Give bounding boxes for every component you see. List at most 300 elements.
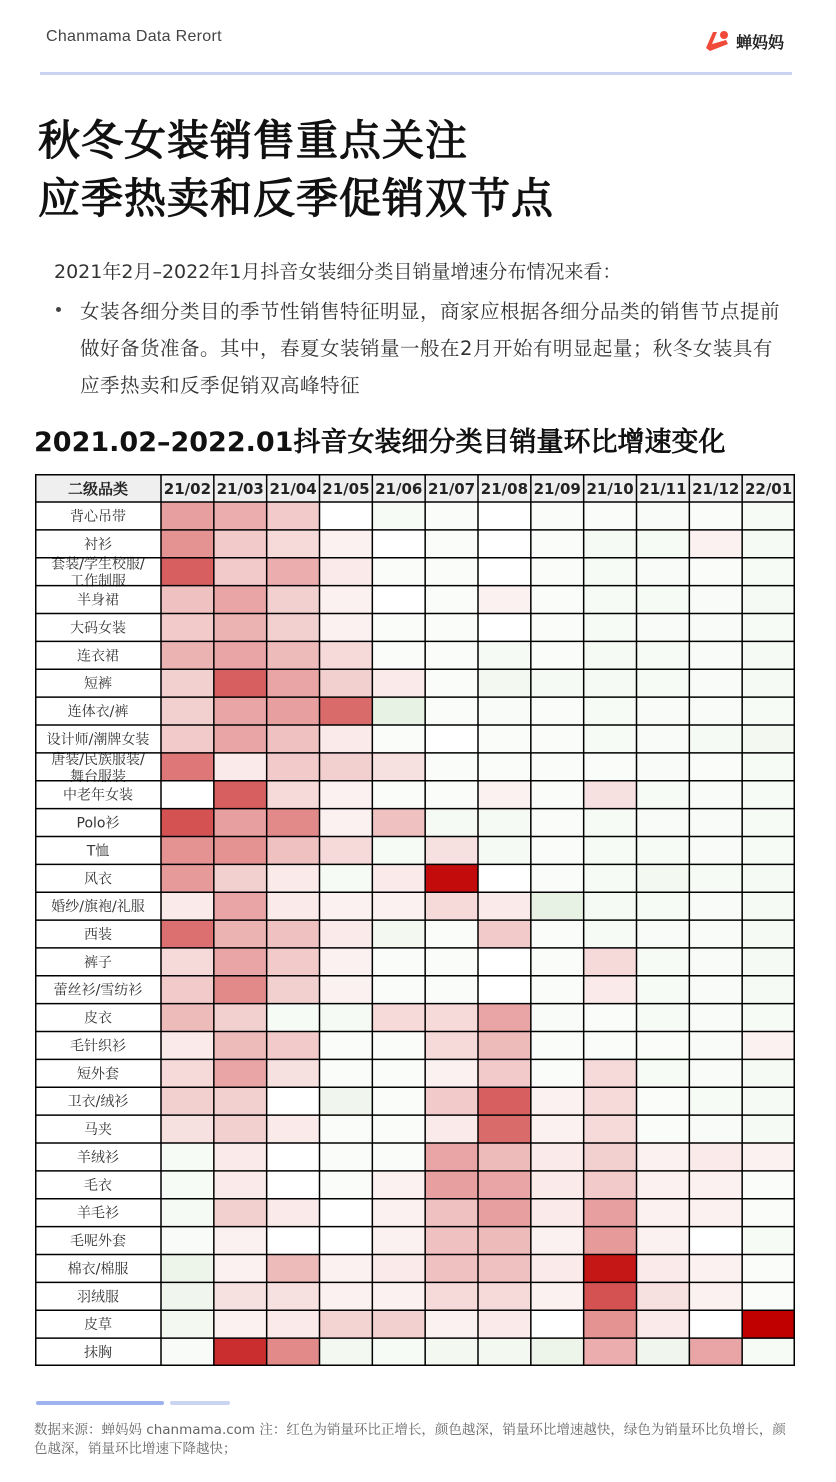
heat-cell-5-3 <box>320 641 373 669</box>
heat-cell-30-7 <box>531 1338 584 1366</box>
footer-accent-bar <box>36 1401 164 1405</box>
heat-cell-14-5 <box>425 892 478 920</box>
heat-cell-7-8 <box>584 697 637 725</box>
heat-cell-6-10 <box>689 669 742 697</box>
heat-cell-26-11 <box>742 1227 795 1255</box>
heat-cell-27-11 <box>742 1255 795 1283</box>
heat-cell-22-8 <box>584 1115 637 1143</box>
heat-cell-21-9 <box>637 1087 690 1115</box>
heat-cell-4-9 <box>637 613 690 641</box>
heat-cell-15-5 <box>425 920 478 948</box>
heat-cell-23-9 <box>637 1143 690 1171</box>
heat-cell-29-4 <box>372 1310 425 1338</box>
heat-cell-7-7 <box>531 697 584 725</box>
heat-cell-14-6 <box>478 892 531 920</box>
heat-cell-10-8 <box>584 781 637 809</box>
heat-cell-24-2 <box>267 1171 320 1199</box>
heat-cell-18-9 <box>637 1004 690 1032</box>
heat-cell-20-4 <box>372 1059 425 1087</box>
heat-cell-24-5 <box>425 1171 478 1199</box>
heat-cell-27-6 <box>478 1255 531 1283</box>
row-label-1: 衬衫 <box>84 536 112 553</box>
heat-cell-28-7 <box>531 1282 584 1310</box>
heat-cell-0-5 <box>425 502 478 530</box>
heat-cell-27-8 <box>584 1255 637 1283</box>
heat-cell-21-8 <box>584 1087 637 1115</box>
heat-cell-24-1 <box>214 1171 267 1199</box>
row-label-30: 抹胸 <box>84 1345 112 1362</box>
heat-cell-28-4 <box>372 1282 425 1310</box>
heat-cell-5-7 <box>531 641 584 669</box>
heat-cell-2-3 <box>320 558 373 586</box>
footer-accent-bar-light <box>170 1401 230 1405</box>
heat-cell-4-11 <box>742 613 795 641</box>
heat-cell-29-0 <box>161 1310 214 1338</box>
heat-cell-23-1 <box>214 1143 267 1171</box>
heat-cell-16-10 <box>689 948 742 976</box>
heat-cell-28-10 <box>689 1282 742 1310</box>
heat-cell-7-5 <box>425 697 478 725</box>
heat-cell-9-5 <box>425 753 478 781</box>
heat-cell-0-1 <box>214 502 267 530</box>
heat-cell-18-0 <box>161 1004 214 1032</box>
heat-cell-20-6 <box>478 1059 531 1087</box>
heat-cell-1-7 <box>531 530 584 558</box>
heat-cell-16-8 <box>584 948 637 976</box>
heat-cell-13-6 <box>478 864 531 892</box>
heat-cell-8-1 <box>214 725 267 753</box>
heat-cell-19-2 <box>267 1032 320 1060</box>
heat-cell-29-9 <box>637 1310 690 1338</box>
heat-cell-15-10 <box>689 920 742 948</box>
heat-cell-27-10 <box>689 1255 742 1283</box>
heat-cell-3-4 <box>372 586 425 614</box>
column-header-2: 21/04 <box>269 480 317 498</box>
heat-cell-21-7 <box>531 1087 584 1115</box>
heat-cell-21-10 <box>689 1087 742 1115</box>
heat-cell-29-7 <box>531 1310 584 1338</box>
heat-cell-26-10 <box>689 1227 742 1255</box>
heat-cell-22-11 <box>742 1115 795 1143</box>
heat-cell-6-7 <box>531 669 584 697</box>
heat-cell-18-1 <box>214 1004 267 1032</box>
heat-cell-23-2 <box>267 1143 320 1171</box>
heat-cell-13-8 <box>584 864 637 892</box>
heat-cell-25-8 <box>584 1199 637 1227</box>
heat-cell-18-3 <box>320 1004 373 1032</box>
heat-cell-30-0 <box>161 1338 214 1366</box>
heat-cell-9-7 <box>531 753 584 781</box>
heat-cell-24-3 <box>320 1171 373 1199</box>
heat-cell-23-11 <box>742 1143 795 1171</box>
heat-cell-16-6 <box>478 948 531 976</box>
heat-cell-26-0 <box>161 1227 214 1255</box>
row-label-18: 皮衣 <box>84 1010 112 1027</box>
heat-cell-16-0 <box>161 948 214 976</box>
heat-cell-30-9 <box>637 1338 690 1366</box>
heat-cell-19-7 <box>531 1032 584 1060</box>
heat-cell-3-0 <box>161 586 214 614</box>
heat-cell-11-7 <box>531 809 584 837</box>
heat-cell-8-7 <box>531 725 584 753</box>
heat-cell-26-5 <box>425 1227 478 1255</box>
row-header-label: 二级品类 <box>67 480 129 498</box>
heat-cell-15-1 <box>214 920 267 948</box>
heat-cell-4-0 <box>161 613 214 641</box>
heat-cell-17-6 <box>478 976 531 1004</box>
heat-cell-4-4 <box>372 613 425 641</box>
column-header-10: 21/12 <box>692 480 740 498</box>
heat-cell-19-10 <box>689 1032 742 1060</box>
heat-cell-5-0 <box>161 641 214 669</box>
heat-cell-6-3 <box>320 669 373 697</box>
heat-cell-6-6 <box>478 669 531 697</box>
heat-cell-15-7 <box>531 920 584 948</box>
heat-cell-30-11 <box>742 1338 795 1366</box>
heat-cell-21-5 <box>425 1087 478 1115</box>
heat-cell-24-6 <box>478 1171 531 1199</box>
heat-cell-2-0 <box>161 558 214 586</box>
heat-cell-7-4 <box>372 697 425 725</box>
heat-cell-16-3 <box>320 948 373 976</box>
heat-cell-28-6 <box>478 1282 531 1310</box>
heat-cell-22-7 <box>531 1115 584 1143</box>
row-label-17: 蕾丝衫/雪纺衫 <box>53 982 143 999</box>
heat-cell-11-0 <box>161 809 214 837</box>
heat-cell-15-11 <box>742 920 795 948</box>
heat-cell-7-11 <box>742 697 795 725</box>
row-label-27: 棉衣/棉服 <box>67 1261 129 1278</box>
heat-cell-0-6 <box>478 502 531 530</box>
heat-cell-13-3 <box>320 864 373 892</box>
heat-cell-5-5 <box>425 641 478 669</box>
heat-cell-11-10 <box>689 809 742 837</box>
row-label-21: 卫衣/绒衫 <box>67 1094 129 1111</box>
row-label-6: 短裤 <box>84 676 112 693</box>
heat-cell-28-0 <box>161 1282 214 1310</box>
heat-cell-27-0 <box>161 1255 214 1283</box>
heat-cell-17-9 <box>637 976 690 1004</box>
heat-cell-1-4 <box>372 530 425 558</box>
heat-cell-18-4 <box>372 1004 425 1032</box>
heat-cell-4-7 <box>531 613 584 641</box>
heat-cell-9-0 <box>161 753 214 781</box>
chanmama-logo <box>702 26 784 56</box>
column-header-4: 21/06 <box>375 480 423 498</box>
heat-cell-22-2 <box>267 1115 320 1143</box>
heat-cell-19-1 <box>214 1032 267 1060</box>
heat-cell-28-9 <box>637 1282 690 1310</box>
row-label-2-line-0: 套装/学生校服/ <box>51 556 145 573</box>
heat-cell-17-0 <box>161 976 214 1004</box>
heat-cell-2-4 <box>372 558 425 586</box>
heat-cell-28-1 <box>214 1282 267 1310</box>
heat-cell-1-6 <box>478 530 531 558</box>
heat-cell-13-5 <box>425 864 478 892</box>
heat-cell-9-1 <box>214 753 267 781</box>
heat-cell-6-1 <box>214 669 267 697</box>
bullet-dot-icon <box>56 307 61 312</box>
heat-cell-10-5 <box>425 781 478 809</box>
heat-cell-25-1 <box>214 1199 267 1227</box>
heat-cell-21-6 <box>478 1087 531 1115</box>
row-label-23: 羊绒衫 <box>77 1149 119 1166</box>
title-line-2: 应季热卖和反季促销双节点 <box>38 174 555 223</box>
heat-cell-0-10 <box>689 502 742 530</box>
heat-cell-3-9 <box>637 586 690 614</box>
column-header-11: 22/01 <box>744 480 793 498</box>
row-label-25: 羊毛衫 <box>77 1205 119 1222</box>
heat-cell-2-1 <box>214 558 267 586</box>
row-label-11: Polo衫 <box>76 815 120 832</box>
heat-cell-17-8 <box>584 976 637 1004</box>
heat-cell-24-0 <box>161 1171 214 1199</box>
heat-cell-9-3 <box>320 753 373 781</box>
heat-cell-1-9 <box>637 530 690 558</box>
heat-cell-27-1 <box>214 1255 267 1283</box>
heat-cell-9-6 <box>478 753 531 781</box>
heat-cell-13-2 <box>267 864 320 892</box>
heat-cell-29-1 <box>214 1310 267 1338</box>
heat-cell-8-10 <box>689 725 742 753</box>
heat-cell-16-5 <box>425 948 478 976</box>
heat-cell-23-6 <box>478 1143 531 1171</box>
heat-cell-12-4 <box>372 836 425 864</box>
row-label-8: 设计师/潮牌女装 <box>46 731 150 748</box>
column-header-6: 21/08 <box>480 480 529 498</box>
heat-cell-16-1 <box>214 948 267 976</box>
heat-cell-30-5 <box>425 1338 478 1366</box>
header-divider <box>40 72 792 75</box>
heat-cell-30-2 <box>267 1338 320 1366</box>
heat-cell-0-3 <box>320 502 373 530</box>
heat-cell-6-9 <box>637 669 690 697</box>
heat-cell-29-5 <box>425 1310 478 1338</box>
heat-cell-6-8 <box>584 669 637 697</box>
row-label-12: T恤 <box>86 843 110 860</box>
heat-cell-30-10 <box>689 1338 742 1366</box>
heat-cell-16-7 <box>531 948 584 976</box>
column-header-8: 21/10 <box>586 480 634 498</box>
heat-cell-25-6 <box>478 1199 531 1227</box>
heat-cell-9-2 <box>267 753 320 781</box>
report-brand: Chanmama Data Rerort <box>46 28 222 45</box>
heat-cell-29-3 <box>320 1310 373 1338</box>
heat-cell-30-4 <box>372 1338 425 1366</box>
heat-cell-24-10 <box>689 1171 742 1199</box>
heat-cell-24-11 <box>742 1171 795 1199</box>
heat-cell-4-3 <box>320 613 373 641</box>
heat-cell-3-1 <box>214 586 267 614</box>
heat-cell-9-4 <box>372 753 425 781</box>
heat-cell-22-10 <box>689 1115 742 1143</box>
heat-cell-0-9 <box>637 502 690 530</box>
heat-cell-27-3 <box>320 1255 373 1283</box>
heat-cell-25-2 <box>267 1199 320 1227</box>
heat-cell-28-2 <box>267 1282 320 1310</box>
heat-cell-11-5 <box>425 809 478 837</box>
heat-cell-18-5 <box>425 1004 478 1032</box>
row-label-16: 裤子 <box>84 954 112 971</box>
heat-cell-24-7 <box>531 1171 584 1199</box>
heat-cell-12-0 <box>161 836 214 864</box>
heat-cell-30-8 <box>584 1338 637 1366</box>
heat-cell-8-5 <box>425 725 478 753</box>
column-header-1: 21/03 <box>216 480 264 498</box>
chart-title: 2021.02–2022.01抖音女装细分类目销量环比增速变化 <box>34 427 726 458</box>
heat-cell-17-7 <box>531 976 584 1004</box>
heat-cell-27-5 <box>425 1255 478 1283</box>
column-header-9: 21/11 <box>639 480 687 498</box>
heat-cell-16-11 <box>742 948 795 976</box>
row-label-19: 毛针织衫 <box>70 1038 126 1055</box>
heat-cell-20-1 <box>214 1059 267 1087</box>
heat-cell-11-1 <box>214 809 267 837</box>
heat-cell-26-6 <box>478 1227 531 1255</box>
row-label-9-line-0: 唐装/民族服装/ <box>51 751 145 768</box>
heat-cell-21-0 <box>161 1087 214 1115</box>
column-header-7: 21/09 <box>533 480 581 498</box>
heat-cell-26-7 <box>531 1227 584 1255</box>
heat-cell-2-2 <box>267 558 320 586</box>
heat-cell-25-3 <box>320 1199 373 1227</box>
heat-cell-25-0 <box>161 1199 214 1227</box>
heat-cell-2-6 <box>478 558 531 586</box>
heat-cell-18-6 <box>478 1004 531 1032</box>
heatmap-chart <box>35 474 795 1366</box>
heat-cell-19-0 <box>161 1032 214 1060</box>
heat-cell-4-2 <box>267 613 320 641</box>
heat-cell-17-3 <box>320 976 373 1004</box>
heat-cell-26-8 <box>584 1227 637 1255</box>
row-label-24: 毛衣 <box>84 1177 112 1194</box>
heat-cell-1-11 <box>742 530 795 558</box>
heat-cell-7-2 <box>267 697 320 725</box>
row-label-0: 背心吊带 <box>70 508 126 525</box>
heat-cell-20-2 <box>267 1059 320 1087</box>
heat-cell-15-4 <box>372 920 425 948</box>
heat-cell-12-2 <box>267 836 320 864</box>
heat-cell-2-7 <box>531 558 584 586</box>
heat-cell-3-3 <box>320 586 373 614</box>
heat-cell-9-8 <box>584 753 637 781</box>
heat-cell-21-1 <box>214 1087 267 1115</box>
heat-cell-0-2 <box>267 502 320 530</box>
heat-cell-22-1 <box>214 1115 267 1143</box>
heat-cell-7-6 <box>478 697 531 725</box>
row-label-14: 婚纱/旗袍/礼服 <box>51 899 145 916</box>
footer-note: 数据来源：蝉妈妈 chanmama.com 注：红色为销量环比正增长，颜色越深，销量环比增速越快，绿色为销量环比负增长，颜色越深，销量环比增速下降越快； <box>34 1422 786 1457</box>
heat-cell-6-4 <box>372 669 425 697</box>
heat-cell-25-10 <box>689 1199 742 1227</box>
heat-cell-14-7 <box>531 892 584 920</box>
heat-cell-30-1 <box>214 1338 267 1366</box>
heat-cell-5-1 <box>214 641 267 669</box>
heat-cell-18-2 <box>267 1004 320 1032</box>
heat-cell-20-3 <box>320 1059 373 1087</box>
heat-cell-2-11 <box>742 558 795 586</box>
heat-cell-12-1 <box>214 836 267 864</box>
heat-cell-26-1 <box>214 1227 267 1255</box>
heat-cell-8-3 <box>320 725 373 753</box>
heat-cell-22-3 <box>320 1115 373 1143</box>
heat-cell-23-0 <box>161 1143 214 1171</box>
heat-cell-22-4 <box>372 1115 425 1143</box>
heat-cell-19-4 <box>372 1032 425 1060</box>
heat-cell-6-11 <box>742 669 795 697</box>
heat-cell-0-11 <box>742 502 795 530</box>
heat-cell-8-11 <box>742 725 795 753</box>
heat-cell-5-10 <box>689 641 742 669</box>
heat-cell-29-10 <box>689 1310 742 1338</box>
heat-cell-15-8 <box>584 920 637 948</box>
heat-cell-6-0 <box>161 669 214 697</box>
heat-cell-15-6 <box>478 920 531 948</box>
heat-cell-30-3 <box>320 1338 373 1366</box>
heat-cell-19-6 <box>478 1032 531 1060</box>
row-label-26: 毛呢外套 <box>70 1233 126 1250</box>
heat-cell-10-3 <box>320 781 373 809</box>
row-label-28: 羽绒服 <box>77 1289 119 1306</box>
heat-cell-19-3 <box>320 1032 373 1060</box>
bullet-text: 女装各细分类目的季节性销售特征明显，商家应根据各细分品类的销售节点提前做好备货准备。其中，春夏女装销量一般在2月开始有明显起量；秋冬女装具有应季热卖和反季促销双高峰特征 <box>80 300 781 397</box>
heat-cell-12-3 <box>320 836 373 864</box>
row-label-15: 西装 <box>84 927 112 943</box>
heat-cell-19-8 <box>584 1032 637 1060</box>
heat-cell-14-9 <box>637 892 690 920</box>
heat-cell-10-9 <box>637 781 690 809</box>
heat-cell-13-9 <box>637 864 690 892</box>
heatmap-svg <box>35 474 795 1366</box>
heat-cell-8-6 <box>478 725 531 753</box>
heat-cell-21-11 <box>742 1087 795 1115</box>
column-header-0: 21/02 <box>163 480 212 498</box>
heat-cell-4-10 <box>689 613 742 641</box>
heat-cell-8-9 <box>637 725 690 753</box>
heat-cell-17-5 <box>425 976 478 1004</box>
heat-cell-27-4 <box>372 1255 425 1283</box>
row-label-20: 短外套 <box>77 1066 119 1083</box>
heat-cell-12-7 <box>531 836 584 864</box>
heat-cell-13-11 <box>742 864 795 892</box>
heat-cell-21-3 <box>320 1087 373 1115</box>
heat-cell-10-0 <box>161 781 214 809</box>
heat-cell-7-1 <box>214 697 267 725</box>
heat-cell-17-4 <box>372 976 425 1004</box>
heat-cell-20-0 <box>161 1059 214 1087</box>
heat-cell-23-8 <box>584 1143 637 1171</box>
heat-cell-7-9 <box>637 697 690 725</box>
heat-cell-12-11 <box>742 836 795 864</box>
heat-cell-28-11 <box>742 1282 795 1310</box>
heat-cell-7-0 <box>161 697 214 725</box>
heat-cell-27-7 <box>531 1255 584 1283</box>
heat-cell-10-6 <box>478 781 531 809</box>
heat-cell-3-5 <box>425 586 478 614</box>
heat-cell-22-6 <box>478 1115 531 1143</box>
heat-cell-13-4 <box>372 864 425 892</box>
row-label-9-line-1: 舞台服装 <box>70 768 126 785</box>
heat-cell-1-0 <box>161 530 214 558</box>
heat-cell-20-8 <box>584 1059 637 1087</box>
heat-cell-0-4 <box>372 502 425 530</box>
heat-cell-13-10 <box>689 864 742 892</box>
heat-cell-26-3 <box>320 1227 373 1255</box>
heat-cell-3-8 <box>584 586 637 614</box>
heat-cell-1-3 <box>320 530 373 558</box>
heat-cell-20-11 <box>742 1059 795 1087</box>
column-header-3: 21/05 <box>322 480 370 498</box>
